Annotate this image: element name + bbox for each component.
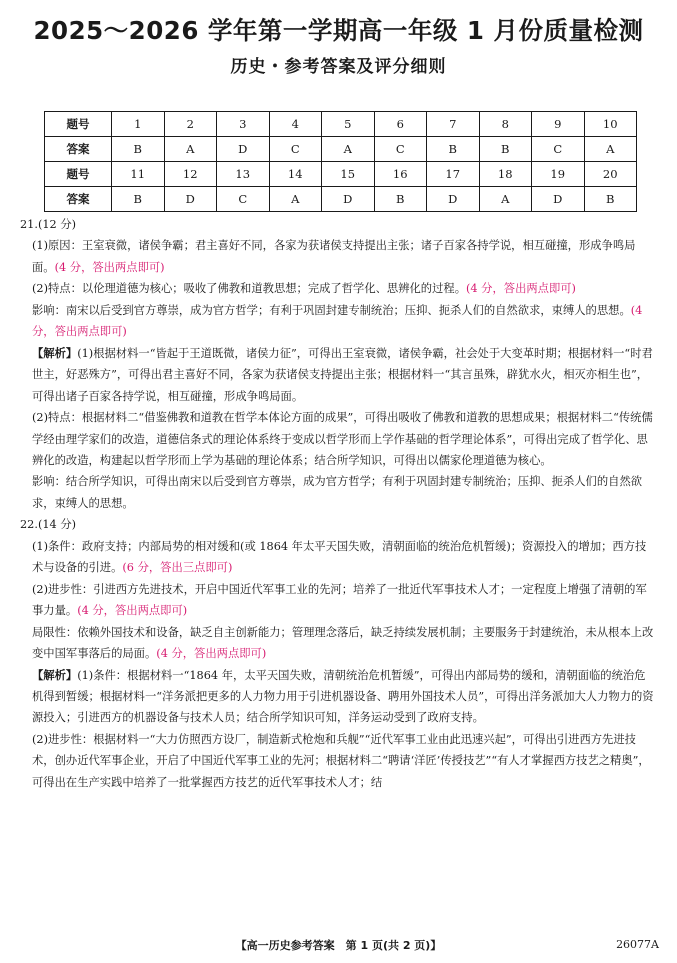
answer-table-cell: 4 <box>269 112 322 137</box>
q22-analysis-1-text: (1)条件：根据材料一“1864 年，太平天国失败，清朝统治危机暂缓”，可得出内部局势的缓和，清朝面临的统治危机得到暂缓；根据材料一“洋务派把更多的人力物力用于引进机器设备、聘用外国技术人员”，可得出洋务派加大人力物力的资源投入；引进西方的机器设备与技术人员；结合所学知识可知，洋务运动受到了政府支持。 <box>32 668 654 725</box>
q22-answer-2-text: (2)进步性：引进西方先进技术，开启中国近代军事工业的先河；培养了一批近代军事技术人才；一定程度上增强了清朝的军事力量。 <box>32 582 647 618</box>
q22-answer-1 <box>20 536 654 579</box>
answer-table-row-label: 答案 <box>45 187 112 212</box>
answer-table-cell: 2 <box>164 112 217 137</box>
q21-answer-1-score: (4 分，答出两点即可) <box>54 260 165 274</box>
answer-table-cell: D <box>427 187 480 212</box>
answer-table-cell: A <box>479 187 532 212</box>
answer-table-row <box>45 162 637 187</box>
answer-table-cell: 17 <box>427 162 480 187</box>
q21-answer-1 <box>20 235 654 278</box>
answer-table-cell: 8 <box>479 112 532 137</box>
page-title: 2025～2026 学年第一学期高一年级 1 月份质量检测 <box>33 16 644 45</box>
answer-table-cell: B <box>427 137 480 162</box>
answer-table-cell: C <box>532 137 585 162</box>
answer-table-cell: C <box>374 137 427 162</box>
answer-table-row <box>45 112 637 137</box>
q22-answer-3-text: 局限性：依赖外国技术和设备，缺乏自主创新能力；管理理念落后，缺乏持续发展机制；主要服务于封建统治，未从根本上改变中国军事落后的局面。 <box>32 625 654 661</box>
answer-table-cell: A <box>269 187 322 212</box>
answer-table-cell: C <box>269 137 322 162</box>
answer-table-cell: 18 <box>479 162 532 187</box>
answer-table-cell: D <box>322 187 375 212</box>
answer-table-cell: D <box>164 187 217 212</box>
answer-table <box>44 111 637 212</box>
answer-table-cell: B <box>112 137 165 162</box>
q21-answer-3-text: 影响：南宋以后受到官方尊崇，成为官方哲学；有利于巩固封建专制统治；压抑、扼杀人们的自然欲求，束缚人的思想。 <box>32 303 631 317</box>
answer-table-cell: 5 <box>322 112 375 137</box>
q21-analysis-2: (2)特点：根据材料二“借鉴佛教和道教在哲学本体论方面的成果”，可得出吸收了佛教和道教的思想成果；根据材料二“传统儒学经由理学家们的改造，道德信条式的理论体系终于变成以哲学形而上学作基础的哲学理论体系”，可得出完成了哲学化、思辨化的改造，构建起以哲学形而上学为基础的理论体系；结合所学知识，可得出以儒家伦理道德为核心。 <box>32 411 653 467</box>
answer-table-cell: 15 <box>322 162 375 187</box>
answer-table-cell: 3 <box>217 112 270 137</box>
q21-heading: 21.(12 分) <box>20 218 77 231</box>
answer-table-cell: 13 <box>217 162 270 187</box>
q22-answer-2 <box>20 579 654 622</box>
answer-table-row-label: 题号 <box>45 162 112 187</box>
answer-table-cell: 6 <box>374 112 427 137</box>
q21-answer-2 <box>20 278 654 299</box>
q21-analysis-3: 影响：结合所学知识，可得出南宋以后受到官方尊崇，成为官方哲学；有利于巩固封建专制统治；压抑、扼杀人们的自然欲求，束缚人的思想。 <box>32 475 643 510</box>
answer-table-row <box>45 187 637 212</box>
answer-table-cell: 11 <box>112 162 165 187</box>
answer-table-cell: A <box>164 137 217 162</box>
page-subtitle: 历史・参考答案及评分细则 <box>230 57 447 77</box>
answer-table-row <box>45 137 637 162</box>
answer-table-cell: A <box>322 137 375 162</box>
answer-table-cell: 7 <box>427 112 480 137</box>
q22-answer-2-score: (4 分，答出两点即可) <box>77 604 188 618</box>
answer-table-cell: B <box>374 187 427 212</box>
paper-code: 26077A <box>616 938 659 951</box>
q22-analysis-1 <box>20 665 654 729</box>
q22-analysis-label: 【解析】 <box>32 668 78 682</box>
q22-answer-1-score: (6 分，答出三点即可) <box>122 561 233 575</box>
q21-analysis-label: 【解析】 <box>32 346 78 360</box>
q21-answer-2-text: (2)特点：以伦理道德为核心；吸收了佛教和道教思想；完成了哲学化、思辨化的过程。 <box>32 282 466 296</box>
answer-table-row-label: 答案 <box>45 137 112 162</box>
answer-table-cell: B <box>112 187 165 212</box>
q21-analysis-1 <box>20 343 654 407</box>
answer-table-cell: B <box>479 137 532 162</box>
answer-table-cell: 16 <box>374 162 427 187</box>
q22-answer-1-text: (1)条件：政府支持；内部局势的相对缓和(或 1864 年太平天国失败，清朝面临的统治危机暂缓)；资源投入的增加；西方技术与设备的引进。 <box>32 539 647 575</box>
q21-answer-3-score: (4 分，答出两点即可) <box>32 303 643 339</box>
q21-analysis-1-text: (1)根据材料一“皆起于王道既微，诸侯力征”，可得出王室衰微，诸侯争霸，社会处于大变革时期；根据材料一“时君世主，好恶殊方”，可得出君主喜好不同，各家为获诸侯支持提出主张；根据材料一“其言虽殊，辟犹水火，相灭亦相生也”，可得出诸子百家各持学说，相互碰撞，形成争鸣局面。 <box>32 346 653 403</box>
q21-answer-3 <box>20 300 654 343</box>
answer-table-cell: B <box>584 187 637 212</box>
q22-analysis-2: (2)进步性：根据材料一“大力仿照西方设厂，制造新式枪炮和兵舰”“近代军事工业由此迅速兴起”，可得出引进西方先进技术，创办近代军事企业，开启了中国近代军事工业的先河；根据材料二“聘请‘洋匠’传授技艺”“有人才掌握西方技艺之精奥”，可得出在生产实践中培养了一批掌握西方技艺的近代军事技术人才；结 <box>32 732 650 789</box>
q22-answer-3 <box>20 622 654 665</box>
answer-table-cell: D <box>532 187 585 212</box>
answer-content <box>20 214 654 793</box>
q21-answer-1-text: (1)原因：王室衰微，诸侯争霸；君主喜好不同，各家为获诸侯支持提出主张；诸子百家各持学说，相互碰撞，形成争鸣局面。 <box>32 239 636 274</box>
answer-table-cell: 10 <box>584 112 637 137</box>
answer-table-cell: 12 <box>164 162 217 187</box>
answer-table-cell: A <box>584 137 637 162</box>
answer-table-cell: 1 <box>112 112 165 137</box>
answer-table-cell: C <box>217 187 270 212</box>
q22-heading: 22.(14 分) <box>20 518 77 532</box>
answer-table-cell: 19 <box>532 162 585 187</box>
answer-table-cell: 20 <box>584 162 637 187</box>
answer-table-cell: 9 <box>532 112 585 137</box>
answer-table-cell: 14 <box>269 162 322 187</box>
q21-answer-2-score: (4 分，答出两点即可) <box>466 282 576 296</box>
page-footer: 【高一历史参考答案 第 1 页(共 2 页)】 <box>235 939 442 952</box>
answer-table-cell: D <box>217 137 270 162</box>
q22-answer-3-score: (4 分，答出两点即可) <box>156 647 267 661</box>
answer-table-row-label: 题号 <box>45 112 112 137</box>
